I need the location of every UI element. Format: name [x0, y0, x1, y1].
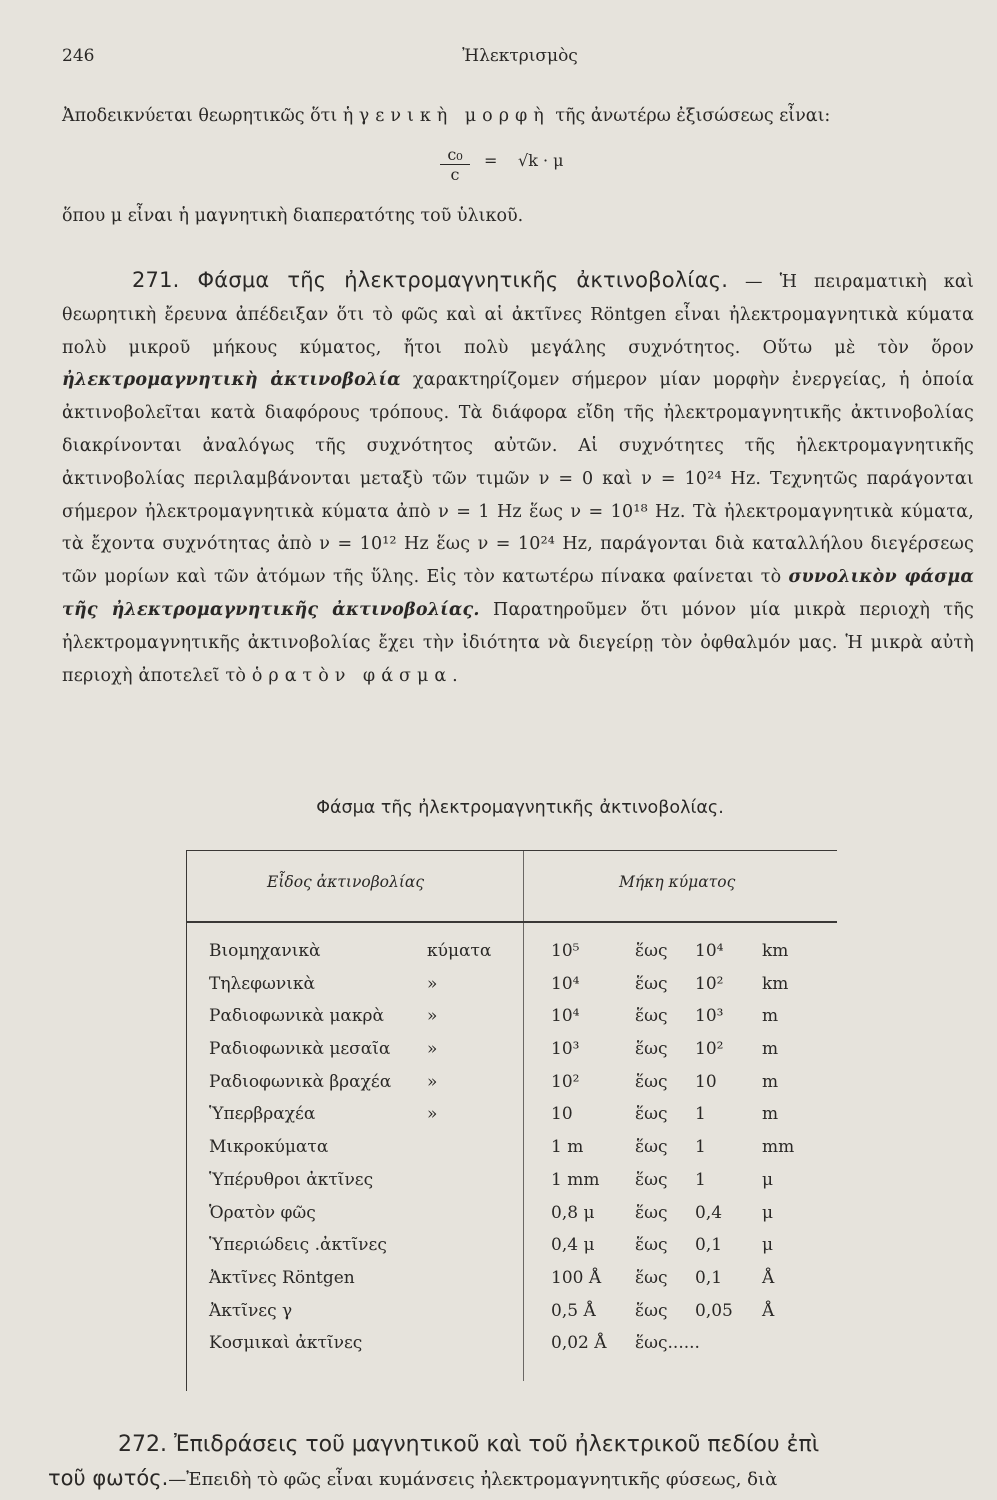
cell-unit: m [762, 1104, 779, 1125]
cell-from: 10⁴ [551, 1006, 580, 1027]
cell-to: 1 [695, 1169, 706, 1190]
cell-radiation-type: Τηλεφωνικὰ [209, 973, 315, 994]
table-row [187, 1333, 837, 1366]
intro-after: τῆς ἀνωτέρω ἐξισώσεως εἶναι: [549, 106, 831, 126]
cell-ditto: » [427, 1071, 438, 1092]
cell-to: 0,1 [695, 1267, 723, 1288]
cell-ditto: » [427, 1006, 438, 1027]
intro-line [62, 100, 974, 132]
table-row [187, 1072, 837, 1105]
table-body [187, 941, 837, 1366]
formula-equals: = [484, 151, 498, 170]
cell-to-word: ἕως [635, 1169, 668, 1190]
cell-ditto: » [427, 1104, 438, 1125]
intro-before: Ἀποδεικνύεται θεωρητικῶς ὅτι ἡ [62, 106, 359, 126]
cell-to-word: ἕως...... [635, 1333, 700, 1354]
section-271-text-a: — Ἡ πειραματικὴ καὶ θεωρητικὴ ἔρευνα ἀπέδειξαν ὅτι τὸ φῶς καὶ αἱ ἀκτῖνες Röntgen εἶναι ἠλεκτρομαγνητικὰ κύματα πολὺ μικροῦ μήκους κύματος, ἤτοι πολὺ μεγάλης συχνότητος. Οὕτω μὲ τὸν ὅρον [62, 272, 975, 358]
section-272-text: —Ἐπειδὴ τὸ φῶς εἶναι κυμάνσεις ἠλεκτρομαγνητικῆς φύσεως, διὰ [168, 1469, 778, 1490]
cell-radiation-type: Ὑπερβραχέα [209, 1104, 316, 1125]
cell-from: 100 Å [551, 1267, 602, 1288]
cell-to: 1 [695, 1137, 706, 1158]
table-row [187, 1137, 837, 1170]
cell-from: 10 [551, 1104, 573, 1125]
cell-from: 10³ [551, 1039, 580, 1060]
table-row [187, 1170, 837, 1203]
cell-unit: km [762, 973, 789, 994]
section-272-heading: 272. Ἐπιδράσεις τοῦ μαγνητικοῦ καὶ τοῦ ἠλεκτρικοῦ πεδίου ἐπὶ [118, 1432, 820, 1457]
cell-radiation-type: Ραδιοφωνικὰ μεσαῖα [209, 1039, 391, 1060]
table-row [187, 1039, 837, 1072]
cell-to: 1 [695, 1104, 706, 1125]
cell-radiation-type: Ὑπεριώδεις .ἀκτῖνες [209, 1235, 387, 1256]
cell-to: 10³ [695, 1006, 724, 1027]
cell-from: 0,02 Å [551, 1333, 607, 1354]
cell-radiation-type: Ραδιοφωνικὰ μακρὰ [209, 1006, 384, 1027]
cell-from: 10⁴ [551, 973, 580, 994]
cell-from: 0,5 Å [551, 1300, 596, 1321]
running-title: Ἠλεκτρισμὸς [462, 46, 578, 66]
cell-unit: m [762, 1039, 779, 1060]
table-row [187, 1268, 837, 1301]
cell-radiation-type: Ἀκτῖνες γ [209, 1300, 293, 1321]
cell-to: 0,4 [695, 1202, 723, 1223]
cell-to: 0,1 [695, 1235, 723, 1256]
spectrum-table [186, 850, 837, 1391]
cell-unit: μ [762, 1202, 774, 1223]
cell-ditto: κύματα [427, 941, 492, 961]
page-number: 246 [62, 46, 95, 66]
cell-ditto: » [427, 1039, 438, 1060]
cell-to-word: ἕως [635, 941, 668, 961]
cell-to-word: ἕως [635, 1071, 668, 1092]
section-271-heading: 271. Φάσμα τῆς ἠλεκτρομαγνητικῆς ἀκτινοβολίας. [132, 268, 729, 292]
section-271-paragraph [62, 264, 974, 692]
formula [440, 145, 640, 185]
fraction-numerator: c₀ [440, 145, 470, 165]
cell-from: 10⁵ [551, 941, 580, 961]
cell-to: 10² [695, 973, 724, 994]
cell-from: 1 m [551, 1137, 584, 1158]
formula-rhs: √k · μ [518, 151, 564, 170]
header-kind: Εἶδος ἀκτινοβολίας [267, 873, 425, 891]
cell-to-word: ἕως [635, 1300, 668, 1321]
cell-unit: mm [762, 1137, 795, 1158]
cell-unit: Å [762, 1300, 775, 1321]
table-row [187, 1006, 837, 1039]
cell-radiation-type: Βιομηχανικὰ [209, 941, 321, 961]
cell-from: 0,8 μ [551, 1202, 595, 1223]
fraction [440, 145, 470, 184]
cell-unit: m [762, 1071, 779, 1092]
table-header-rule [187, 921, 837, 923]
term-em-radiation: ἠλεκτρομαγνητικὴ ἀκτινοβολία [62, 370, 401, 391]
cell-radiation-type: Ὑπέρυθροι ἀκτῖνες [209, 1169, 374, 1190]
cell-to: 10⁴ [695, 941, 724, 961]
cell-unit: Å [762, 1267, 775, 1288]
cell-ditto: » [427, 973, 438, 994]
visible-spectrum-term: ὁρατὸν φάσμα. [251, 665, 464, 686]
table-row [187, 974, 837, 1007]
cell-from: 1 mm [551, 1169, 600, 1190]
cell-to: 0,05 [695, 1300, 733, 1321]
cell-unit: μ [762, 1235, 774, 1256]
cell-to: 10² [695, 1039, 724, 1060]
table-caption: Φάσμα τῆς ἠλεκτρομαγνητικῆς ἀκτινοβολίας. [316, 798, 724, 818]
where-line: ὅπου μ εἶναι ἡ μαγνητικὴ διαπερατότης τοῦ ὑλικοῦ. [62, 206, 524, 226]
cell-from: 10² [551, 1071, 580, 1092]
cell-radiation-type: Ὁρατὸν φῶς [209, 1202, 316, 1223]
cell-to-word: ἕως [635, 1104, 668, 1125]
cell-unit: μ [762, 1169, 774, 1190]
cell-to-word: ἕως [635, 1267, 668, 1288]
term-total-spectrum: συνολικὸν φάσμα τῆς ἠλεκτρομαγνητικῆς ἀκτινοβολίας. [62, 567, 974, 620]
cell-unit: km [762, 941, 789, 961]
section-271-text-c: Παρατηροῦμεν ὅτι μόνον μία μικρὰ περιοχὴ τῆς ἠλεκτρομαγνητικῆς ἀκτινοβολίας ἔχει τὴν ἰδιότητα νὰ διεγείρῃ τὸν ὀφθαλμόν μας. Ἡ μικρὰ αὐτὴ περιοχὴ ἀποτελεῖ τὸ [62, 599, 974, 686]
table-row [187, 1203, 837, 1236]
section-271-text-b: χαρακτηρίζομεν σήμερον μίαν μορφὴν ἐνεργείας, ἡ ὁποία ἀκτινοβολεῖται κατὰ διαφόρους τρόπους. Τὰ διάφορα εἴδη τῆς ἠλεκτρομαγνητικῆς ἀκτινοβολίας διακρίνονται ἀναλόγως τῆς συχνότητος αὐτῶν. Αἱ συχνότητες τῆς ἠλεκτρομαγνητικῆς ἀκτινοβολίας περιλαμβάνονται μεταξὺ τῶν τιμῶν ν = 0 καὶ ν = 10²⁴ Hz. Τεχνητῶς παράγονται σήμερον ἠλεκτρομαγνητικὰ κύματα ἀπὸ ν = 1 Hz ἕως ν = 10¹⁸ Hz. Τὰ ἠλεκτρομαγνητικὰ κύματα, τὰ ἔχοντα συχνότητας ἀπὸ ν = 10¹² Hz ἕως ν = 10²⁴ Hz, παράγονται διὰ καταλλήλου διεγέρσεως τῶν μορίων καὶ τῶν ἀτόμων τῆς ὕλης. Εἰς τὸν κατωτέρω πίνακα φαίνεται τὸ [62, 370, 974, 588]
cell-from: 0,4 μ [551, 1235, 595, 1256]
fraction-denominator: c [450, 165, 460, 184]
table-row [187, 941, 837, 974]
section-272-heading-end: τοῦ φωτός. [48, 1466, 169, 1490]
header-wavelength: Μήκη κύματος [619, 873, 736, 891]
intro-spaced: γενικὴ μορφὴ [358, 106, 550, 126]
cell-to: 10 [695, 1071, 717, 1092]
cell-radiation-type: Μικροκύματα [209, 1137, 329, 1158]
cell-to-word: ἕως [635, 1006, 668, 1027]
table-row [187, 1301, 837, 1334]
cell-to-word: ἕως [635, 973, 668, 994]
cell-to-word: ἕως [635, 1235, 668, 1256]
cell-unit: m [762, 1006, 779, 1027]
section-272-line2 [48, 1466, 968, 1490]
table-row [187, 1235, 837, 1268]
cell-radiation-type: Ραδιοφωνικὰ βραχέα [209, 1071, 392, 1092]
cell-to-word: ἕως [635, 1202, 668, 1223]
table-row [187, 1104, 837, 1137]
cell-radiation-type: Ἀκτῖνες Röntgen [209, 1267, 355, 1288]
cell-to-word: ἕως [635, 1039, 668, 1060]
cell-radiation-type: Κοσμικαὶ ἀκτῖνες [209, 1333, 363, 1354]
cell-to-word: ἕως [635, 1137, 668, 1158]
